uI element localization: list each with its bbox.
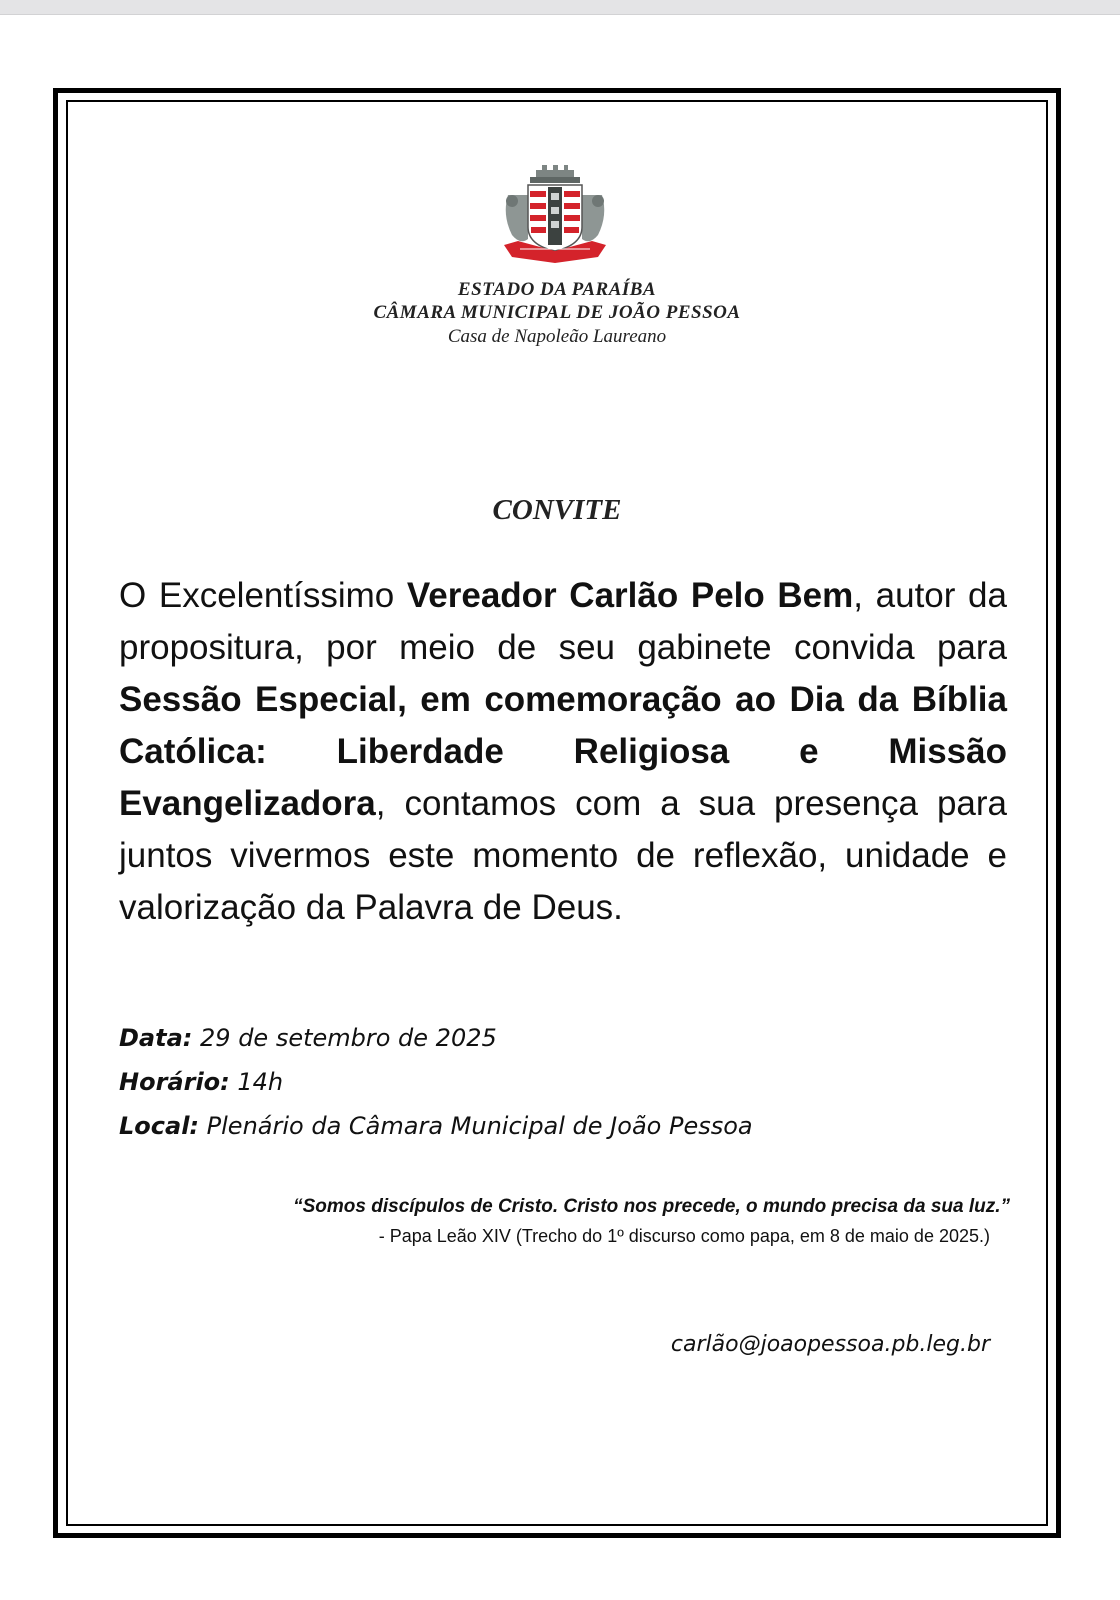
place-label: Local: bbox=[119, 1112, 200, 1140]
viewer-top-bar bbox=[0, 0, 1120, 15]
date-value: 29 de setembro de 2025 bbox=[192, 1024, 497, 1052]
chamber-name: CÂMARA MUNICIPAL DE JOÃO PESSOA bbox=[373, 302, 741, 323]
coat-of-arms-icon bbox=[500, 165, 610, 265]
time-value: 14h bbox=[229, 1068, 284, 1096]
place-value: Plenário da Câmara Municipal de João Pessoa bbox=[199, 1112, 753, 1140]
time-row bbox=[119, 1060, 999, 1104]
contact-email: carlão@joaopessoa.pb.leg.br bbox=[670, 1332, 990, 1357]
body-part-2: , autor da propositura, por meio de seu gabinete convida para bbox=[119, 576, 1007, 667]
body-part-3: , contamos com a sua presença para juntos vivermos este momento de reflexão, unidade e valorização da Palavra de Deus. bbox=[119, 784, 1007, 927]
body-part-1: O Excelentíssimo bbox=[119, 576, 407, 615]
councilor-name: Vereador Carlão Pelo Bem bbox=[406, 576, 854, 615]
date-row bbox=[119, 1016, 999, 1060]
quote-text: “Somos discípulos de Cristo. Cristo nos precede, o mundo precisa da sua luz.” bbox=[293, 1196, 1010, 1217]
house-name: Casa de Napoleão Laureano bbox=[447, 326, 667, 347]
state-name: ESTADO DA PARAÍBA bbox=[457, 279, 657, 300]
quote-source: - Papa Leão XIV (Trecho do 1º discurso como papa, em 8 de maio de 2025.) bbox=[378, 1226, 990, 1246]
session-title: Sessão Especial, em comemoração ao Dia da Bíblia Católica: Liberdade Religiosa e Missão Evangelizadora bbox=[119, 680, 1007, 823]
letterhead bbox=[66, 278, 1048, 350]
time-label: Horário: bbox=[119, 1068, 230, 1096]
place-row bbox=[119, 1104, 999, 1148]
invitation-body bbox=[119, 570, 1007, 934]
date-label: Data: bbox=[119, 1024, 193, 1052]
document-title: CONVITE bbox=[492, 494, 622, 526]
event-details bbox=[119, 1016, 999, 1148]
